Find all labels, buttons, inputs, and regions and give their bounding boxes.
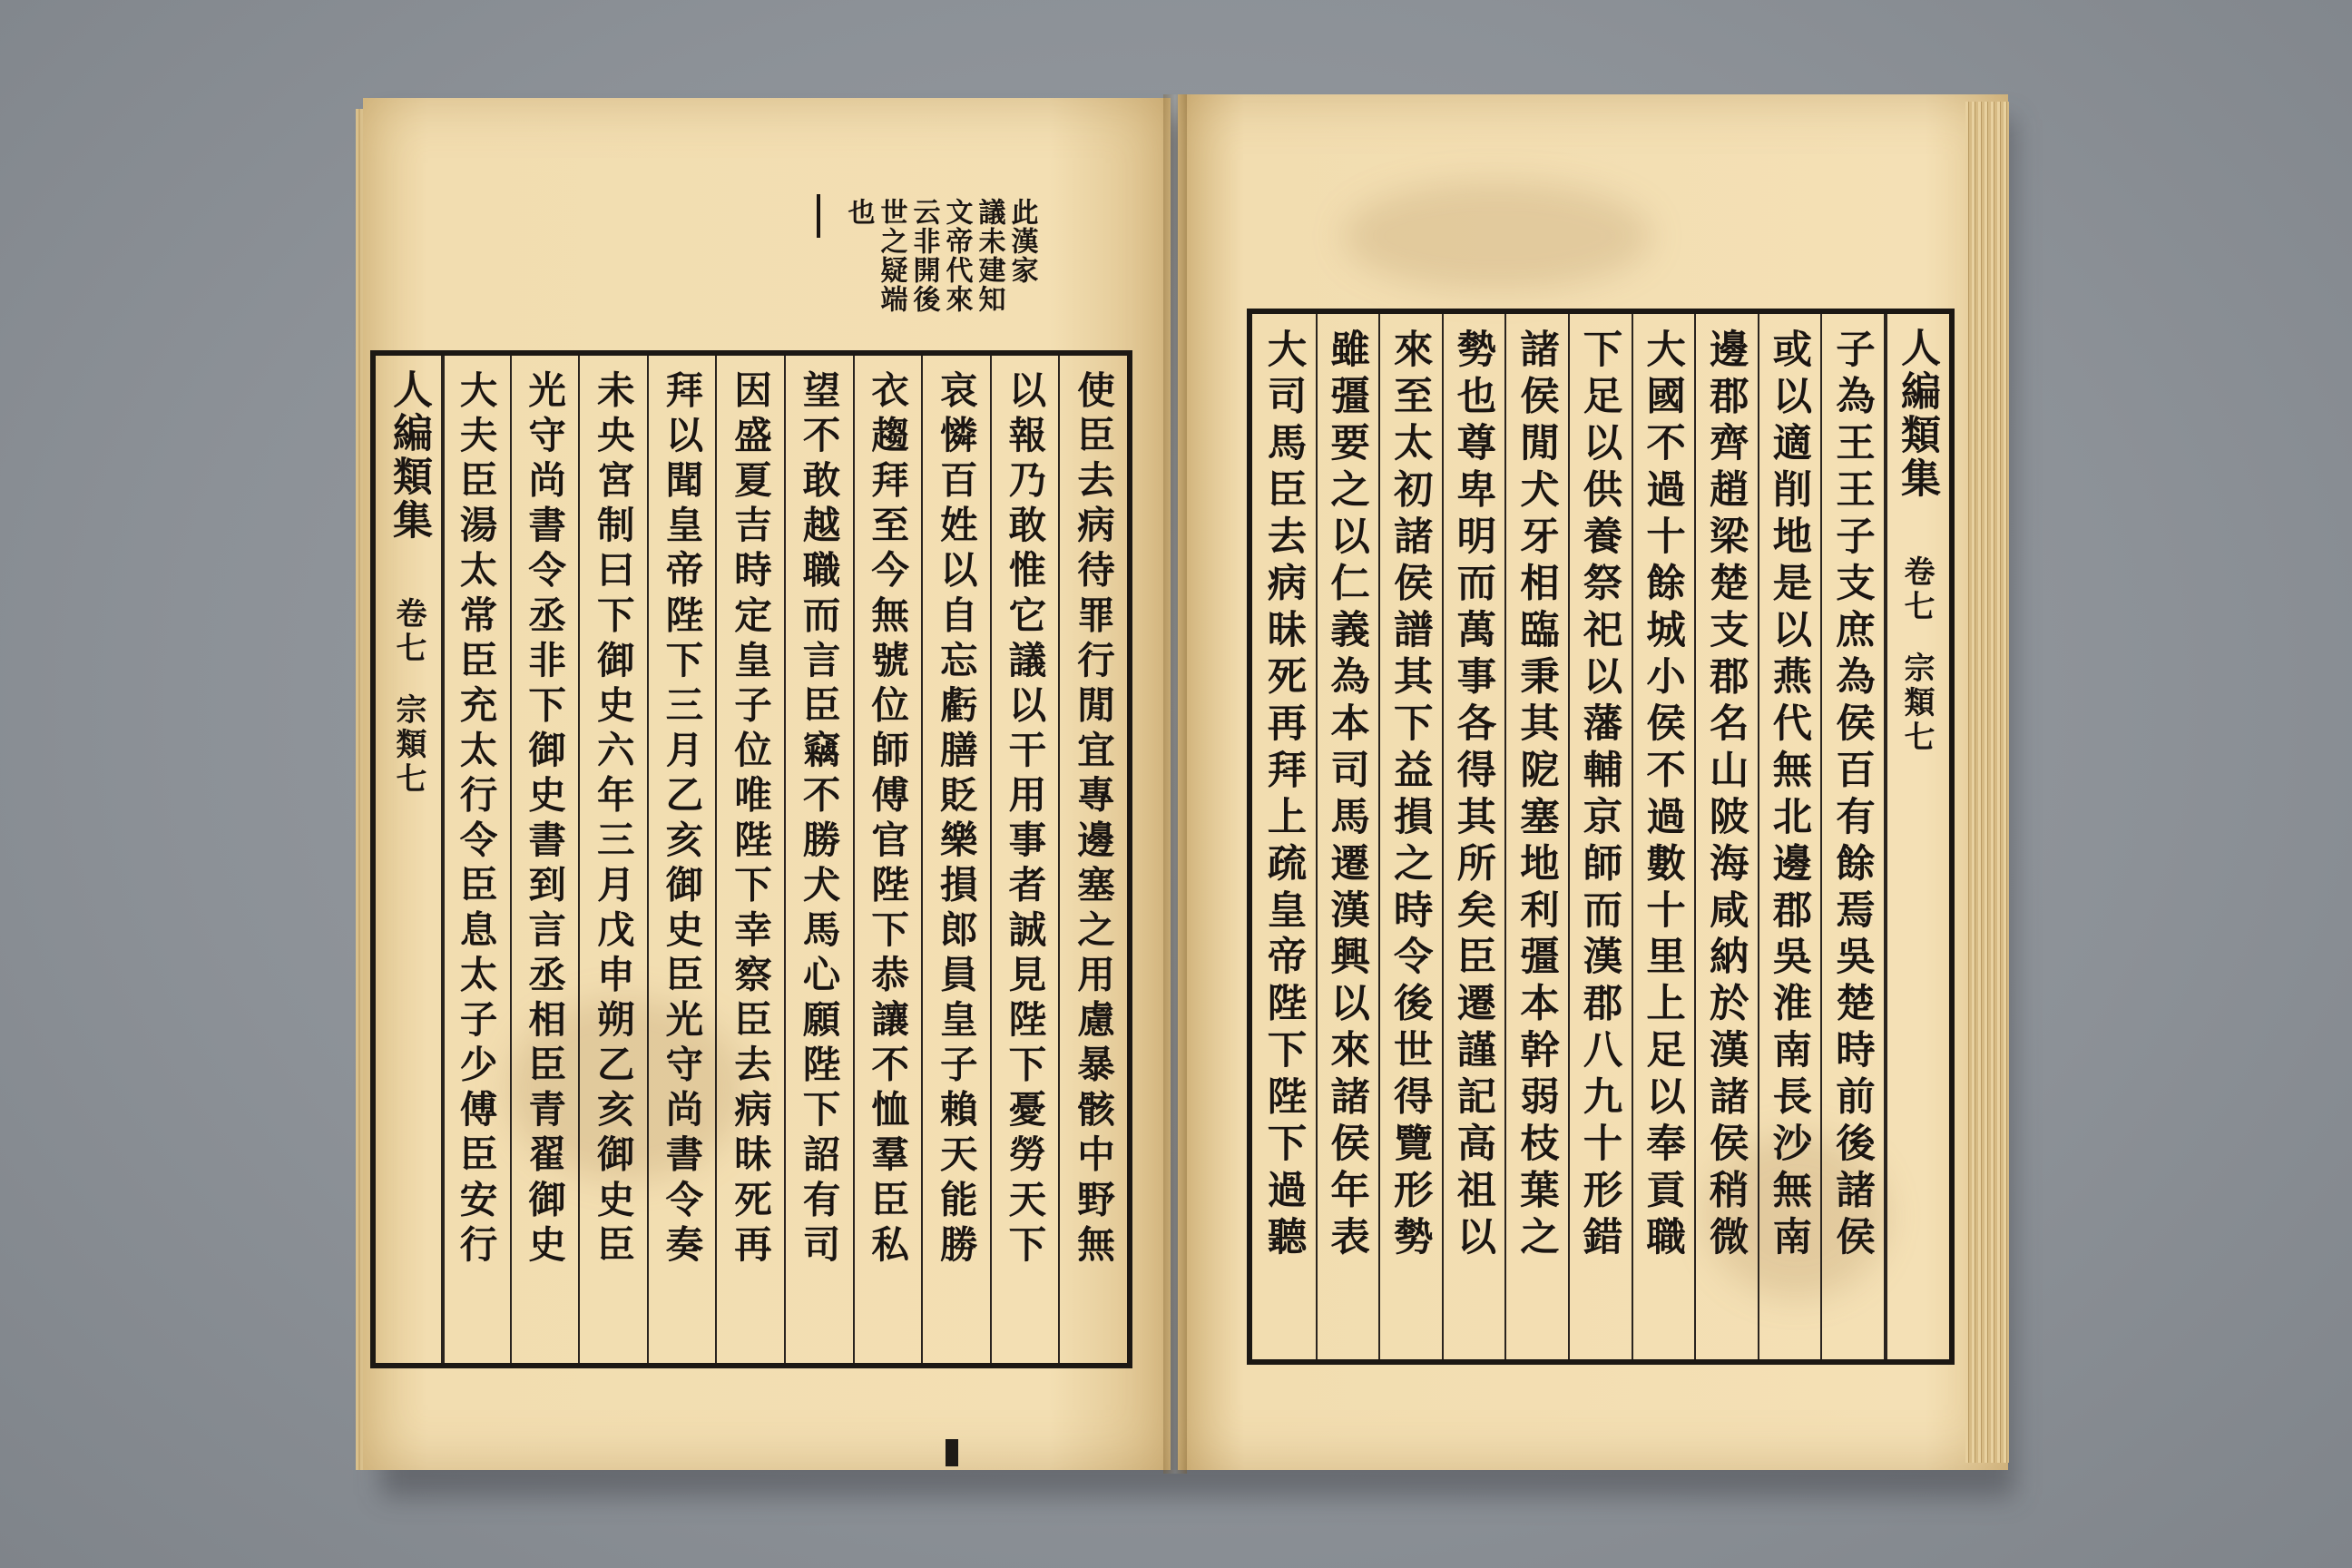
text-column: 邊郡齊趙梁楚支郡名山陂海咸納於漢諸侯稍微 [1702,328,1749,1263]
text-column: 大國不過十餘城小侯不過數十里上足以奉貢職 [1640,328,1687,1263]
margin-text: 宗類七 [1898,652,1935,755]
text-column: 哀憐百姓以自忘虧膳貶樂損郎員皇子賴天能勝 [933,370,978,1269]
column-rule [921,356,923,1363]
text-column: 拜以聞皇帝陛下三月乙亥御史臣光守尚書令奏 [659,370,704,1269]
column-rule [1058,356,1060,1363]
column-rule [1442,314,1444,1359]
right-page-edges [1965,102,2009,1463]
margin-text: 宗類七 [390,693,426,797]
column-rule [1632,314,1633,1359]
header-note-line: 云非開後 [907,198,940,314]
header-note-line: 議未建知 [973,198,1005,314]
column-rule [853,356,855,1363]
header-note-line: 世之疑端 [875,198,907,314]
left-text-frame [370,350,1132,1368]
text-column: 下足以供養祭祀以藩輔京師而漢郡八九十形錯 [1576,328,1623,1263]
column-rule [1316,314,1318,1359]
column-rule [1378,314,1380,1359]
header-note-line: 也 [842,198,875,227]
column-rule [715,356,717,1363]
header-note-bracket [817,194,820,238]
column-rule [647,356,649,1363]
column-rule [578,356,580,1363]
text-column: 因盛夏吉時定皇子位唯陛下幸察臣去病昧死再 [727,370,772,1269]
column-rule [784,356,786,1363]
text-column: 雖彊要之以仁義為本司馬遷漢興以來諸侯年表 [1324,328,1371,1263]
right-text-frame [1247,309,1955,1365]
text-column: 望不敢越職而言臣竊不勝犬馬心願陛下詔有司 [796,370,841,1269]
column-rule [1694,314,1696,1359]
paper-stain [1343,181,1651,290]
text-column: 諸侯閒犬牙相臨秉其阸塞地利彊本幹弱枝葉之 [1513,328,1560,1263]
text-column: 來至太初諸侯譜其下益損之時令後世得覽形勢 [1387,328,1434,1263]
column-rule [1504,314,1506,1359]
column-rule [1758,314,1759,1359]
column-rule [990,356,992,1363]
margin-column [376,356,441,1376]
text-column: 衣趨拜至今無號位師傅官陛下恭讓不恤羣臣私 [865,370,910,1269]
text-column: 大司馬臣去病昧死再拜上疏皇帝陛下陛下過聽 [1260,328,1308,1263]
column-rule [1884,314,1887,1359]
margin-text: 卷七 [1898,555,1935,624]
text-column: 光守尚書令丞非下御史書到言丞相臣青翟御史 [522,370,567,1269]
book-gutter [1163,94,1187,1474]
text-column: 大夫臣湯太常臣充太行令臣息太子少傅臣安行 [453,370,498,1269]
text-column: 以報乃敢惟它議以干用事者誠見陛下憂勞天下 [1002,370,1047,1269]
column-rule [510,356,512,1363]
ink-blot [946,1439,958,1466]
column-rule [1820,314,1822,1359]
header-note-line: 此漢家 [1005,198,1038,285]
text-column: 或以適削地是以燕代無北邊郡吳淮南長沙無南 [1766,328,1813,1263]
margin-text: 卷七 [390,597,426,666]
text-column: 未央宮制曰下御史六年三月戊申朔乙亥御史臣 [590,370,635,1269]
margin-text: 人編類集 [1894,327,1940,501]
header-note-line: 文帝代來 [940,198,973,314]
column-rule [1568,314,1570,1359]
margin-column [1884,314,1949,1372]
text-column: 子為王王子支庶為侯百有餘焉吳楚時前後諸侯 [1828,328,1876,1263]
text-column: 勢也尊卑明而萬事各得其所矣臣遷謹記高祖以 [1450,328,1497,1263]
margin-text: 人編類集 [386,368,432,543]
text-column: 使臣去病待罪行閒宜專邊塞之用慮暴骸中野無 [1070,370,1115,1269]
